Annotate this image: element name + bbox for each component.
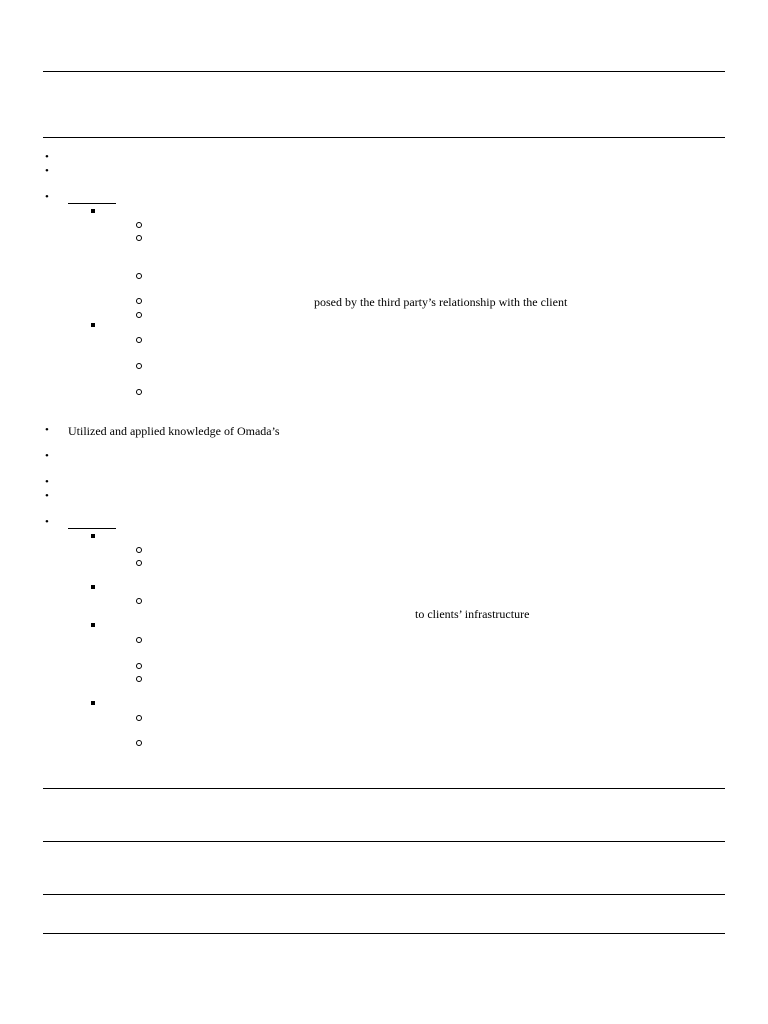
heading-underline — [68, 203, 116, 204]
hollow-bullet-icon — [136, 337, 142, 343]
bullet-text: Utilized and applied knowledge of Omada’s — [68, 424, 280, 438]
hollow-bullet-icon — [136, 312, 142, 318]
divider-rule — [43, 71, 725, 72]
hollow-bullet-icon — [136, 547, 142, 553]
hollow-bullet-icon — [136, 389, 142, 395]
bullet-icon: • — [45, 516, 49, 528]
bullet-icon: • — [45, 490, 49, 502]
hollow-bullet-icon — [136, 637, 142, 643]
bullet-icon: • — [45, 165, 49, 177]
divider-rule — [43, 137, 725, 138]
divider-rule — [43, 894, 725, 895]
square-bullet-icon — [91, 623, 95, 627]
hollow-bullet-icon — [136, 598, 142, 604]
hollow-bullet-icon — [136, 273, 142, 279]
hollow-bullet-icon — [136, 676, 142, 682]
square-bullet-icon — [91, 701, 95, 705]
square-bullet-icon — [91, 534, 95, 538]
hollow-bullet-icon — [136, 715, 142, 721]
bullet-icon: • — [45, 191, 49, 203]
bullet-icon: • — [45, 476, 49, 488]
sub-item-text: posed by the third party’s relationship with the client — [314, 295, 568, 309]
square-bullet-icon — [91, 323, 95, 327]
hollow-bullet-icon — [136, 663, 142, 669]
heading-underline — [68, 528, 116, 529]
sub-item-text: to clients’ infrastructure — [415, 607, 530, 621]
hollow-bullet-icon — [136, 222, 142, 228]
square-bullet-icon — [91, 209, 95, 213]
divider-rule — [43, 788, 725, 789]
hollow-bullet-icon — [136, 235, 142, 241]
bullet-icon: • — [45, 424, 49, 436]
divider-rule — [43, 841, 725, 842]
hollow-bullet-icon — [136, 740, 142, 746]
hollow-bullet-icon — [136, 560, 142, 566]
hollow-bullet-icon — [136, 363, 142, 369]
bullet-icon: • — [45, 450, 49, 462]
square-bullet-icon — [91, 585, 95, 589]
bullet-icon: • — [45, 151, 49, 163]
divider-rule — [43, 933, 725, 934]
hollow-bullet-icon — [136, 298, 142, 304]
